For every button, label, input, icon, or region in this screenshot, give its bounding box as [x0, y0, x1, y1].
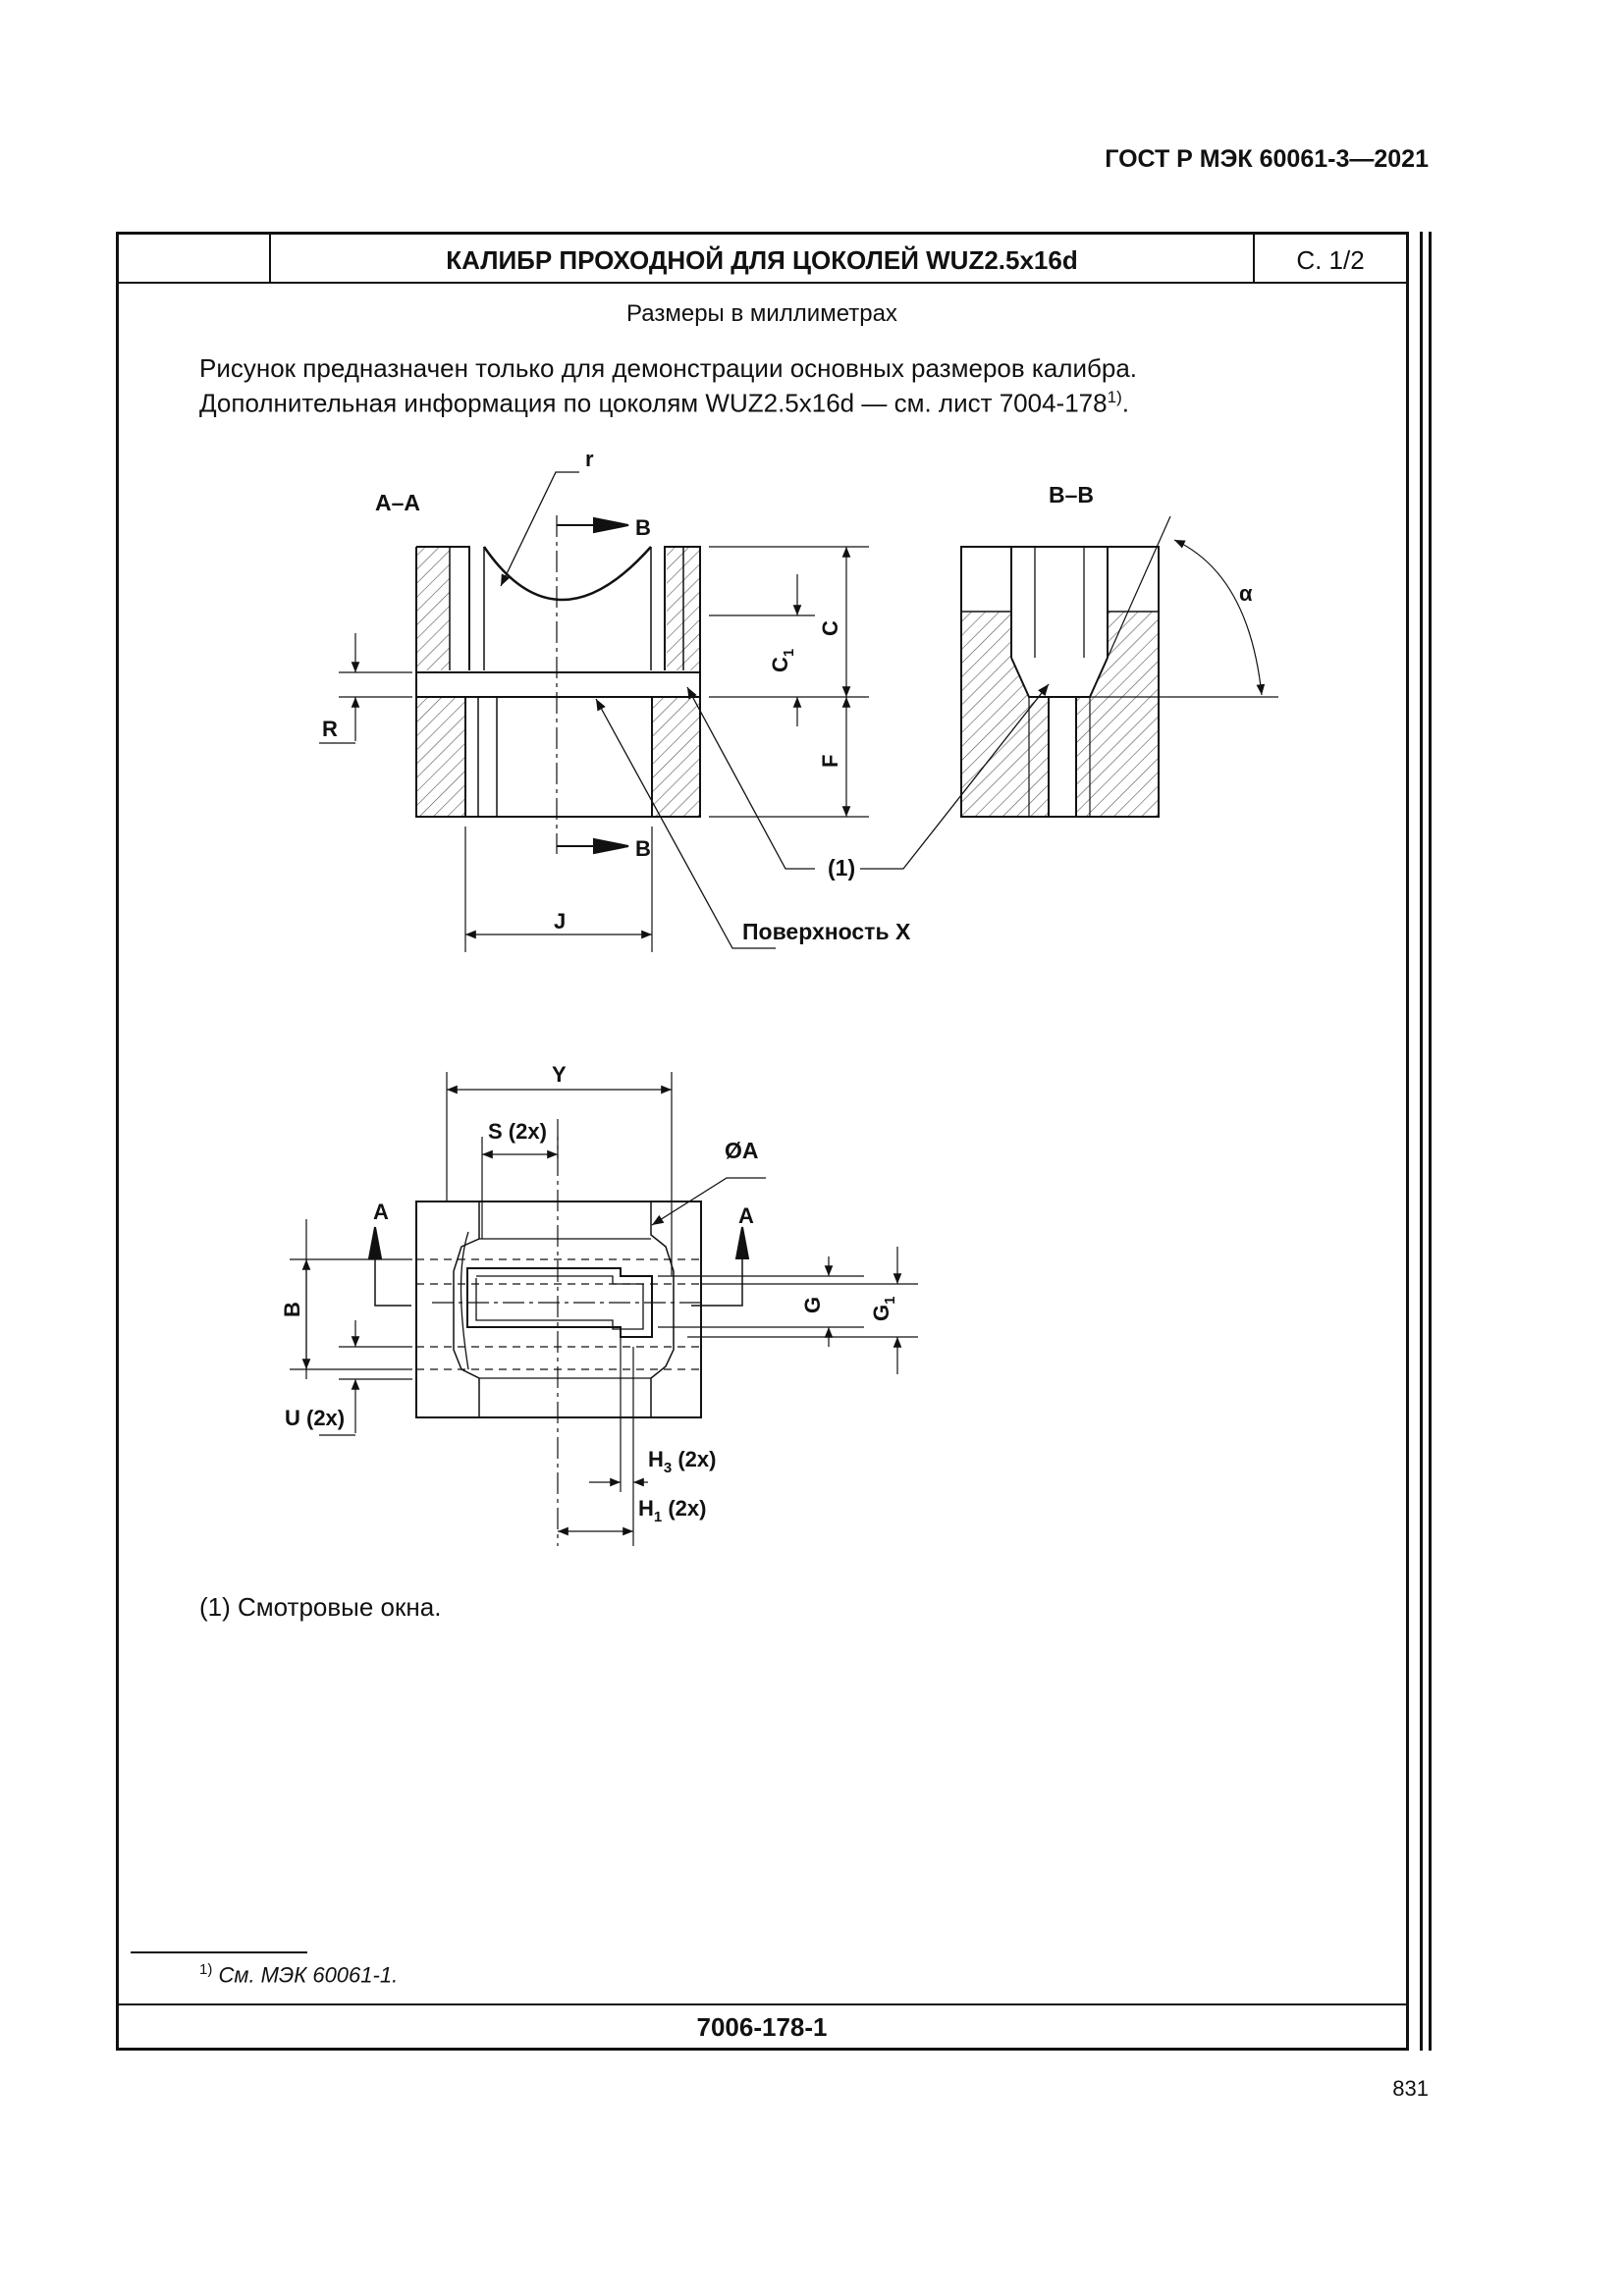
- dimension-s-label: S (2x): [488, 1119, 547, 1144]
- page-number: 831: [1392, 2076, 1429, 2101]
- dimension-h1-label: $H_1$ (2x): [638, 1496, 707, 1525]
- dimension-h3-label: $H_3$ (2x): [648, 1447, 717, 1476]
- dimension-u-label: U (2x): [285, 1406, 346, 1430]
- dimension-y-label: Y: [552, 1062, 567, 1087]
- section-a-left-label: A: [373, 1200, 389, 1224]
- dimension-b-label: B: [280, 1302, 304, 1317]
- gauge-title: КАЛИБР ПРОХОДНОЙ ДЛЯ ЦОКОЛЕЙ WUZ2.5x16d: [446, 244, 1078, 275]
- dimension-g-label: G: [800, 1296, 825, 1313]
- dimension-r-label: R: [322, 717, 338, 741]
- section-b-arrow-top-label: B: [635, 515, 651, 540]
- surface-x-label: Поверхность X: [742, 919, 911, 944]
- section-bb-label: В–В: [1049, 482, 1095, 507]
- sheet-number: С. 1/2: [1296, 244, 1365, 275]
- footnote: $^{1)}$ См. МЭК 60061-1.: [199, 1961, 399, 1988]
- sheet-code: 7006-178-1: [696, 2011, 828, 2042]
- footnote-separator: [131, 1951, 307, 1953]
- dimension-g1-label: $G_1$: [869, 1296, 898, 1321]
- section-b-arrow-bottom-label: B: [635, 836, 651, 861]
- callout-1-label: (1): [828, 855, 856, 881]
- footnote-ref: 1): [1107, 388, 1122, 406]
- angle-alpha-label: α: [1239, 581, 1253, 606]
- viewing-windows-note: (1) Смотровые окна.: [199, 1592, 442, 1622]
- diameter-a-label: ØA: [725, 1138, 759, 1163]
- section-aa-view: [319, 472, 869, 952]
- section-bb-view: [860, 516, 1278, 869]
- dimension-j-label: J: [554, 909, 567, 934]
- dimension-f-label: F: [818, 754, 842, 768]
- section-aa-label: А–А: [375, 490, 421, 515]
- description-line-1: Рисунок предназначен только для демонстрации основных размеров калибра.: [199, 353, 1138, 383]
- dimension-c-label: C: [818, 620, 842, 636]
- radius-r-label: r: [585, 447, 594, 471]
- description-line-2: Дополнительная информация по цоколям WUZ2.5x16d — см. лист 7004-178$^{1)}$.: [199, 388, 1129, 418]
- dimension-c1-label: $C_1$: [768, 648, 797, 672]
- standard-designation: ГОСТ Р МЭК 60061-3—2021: [1105, 145, 1429, 173]
- units-note: Размеры в миллиметрах: [626, 300, 897, 327]
- section-a-right-label: A: [738, 1203, 754, 1228]
